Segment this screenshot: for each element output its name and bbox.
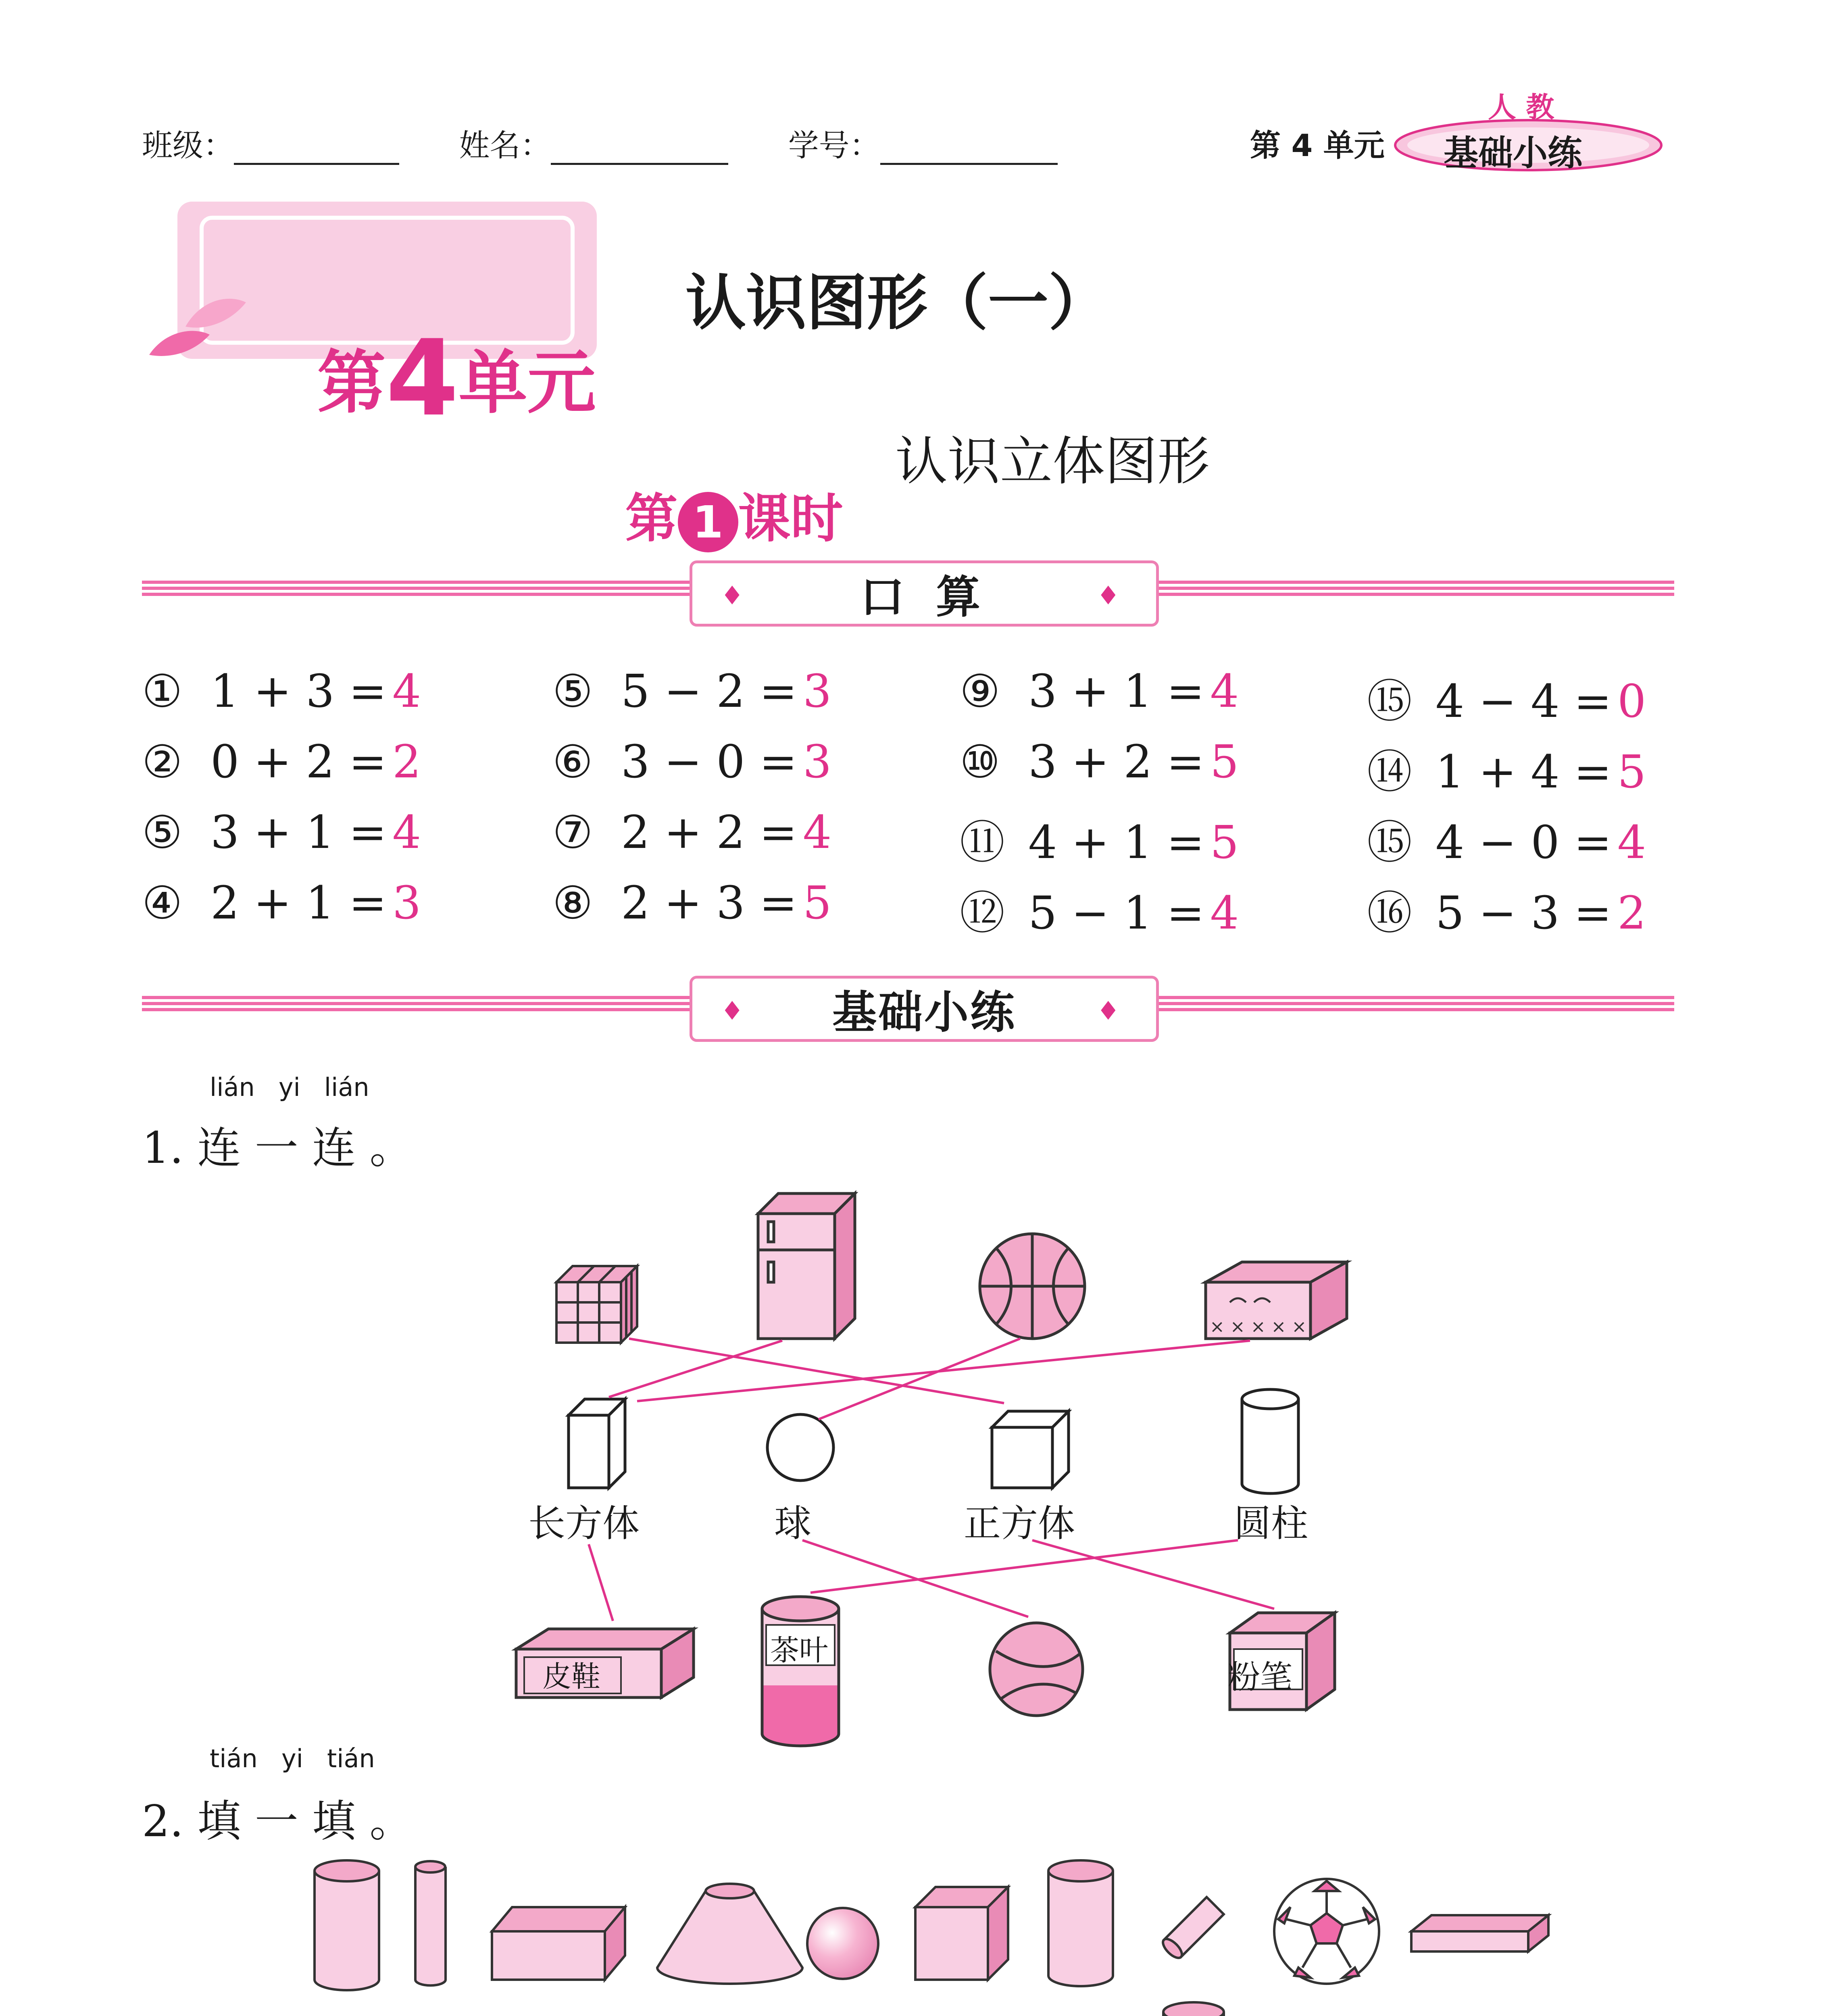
- unit-badge-suffix: 单元: [458, 343, 596, 423]
- oral-problem: [960, 665, 1239, 718]
- series-name: 基础小练: [1444, 133, 1582, 173]
- problem-number: ⑮: [1367, 675, 1412, 728]
- problem-expression: 1 + 3 =: [210, 665, 387, 718]
- problem-expression: 1 + 4 =: [1436, 746, 1612, 798]
- problem-number: ⑦: [552, 806, 593, 859]
- oral-problem: [142, 736, 421, 788]
- series-top: 人 教: [1488, 91, 1554, 124]
- basic-section-title: 基础小练: [832, 987, 1016, 1038]
- problem-answer[interactable]: 4: [1210, 887, 1239, 939]
- rubik-cube-icon: [556, 1266, 637, 1343]
- id-label: 学号：: [788, 127, 880, 163]
- unit-badge: [141, 194, 605, 439]
- tea-can-icon: [762, 1597, 839, 1746]
- cylinder-2-icon: [1048, 1860, 1113, 1986]
- diamond-icon: ♦: [721, 581, 752, 611]
- problem-number: ⑤: [552, 665, 593, 718]
- problem-expression: 0 + 2 =: [210, 736, 387, 788]
- problem-expression: 2 + 1 =: [210, 877, 387, 929]
- thin-cylinder-icon: [415, 1861, 446, 1985]
- oral-problem: [552, 665, 831, 718]
- cuboid-icon: [492, 1907, 625, 1980]
- problem-number: ⑤: [142, 806, 183, 859]
- cylinder-icon: [315, 1860, 379, 1990]
- problem-answer[interactable]: 4: [392, 806, 421, 859]
- fridge-icon: [758, 1193, 855, 1339]
- problem-answer[interactable]: 2: [1617, 887, 1646, 939]
- sphere-shape-icon: [767, 1414, 833, 1481]
- problem-answer[interactable]: 0: [1617, 675, 1646, 728]
- basic-section-header: [690, 976, 1159, 1042]
- name-field[interactable]: [551, 139, 728, 165]
- problem-number: ⑥: [552, 736, 593, 788]
- flat-cuboid-icon: [1411, 1915, 1548, 1951]
- oral-problem: [552, 806, 831, 859]
- object-label-shoes: 皮鞋: [542, 1660, 601, 1693]
- match-line-cylinder-tea: [810, 1540, 1238, 1593]
- shape-label-cube: 正方体: [964, 1502, 1075, 1545]
- header-fields: [142, 121, 1058, 165]
- problem-answer[interactable]: 2: [392, 736, 421, 788]
- problem-answer[interactable]: 4: [1210, 665, 1239, 718]
- problem-number: ⑨: [960, 665, 1000, 718]
- problem-expression: 5 − 3 =: [1436, 887, 1612, 939]
- problem-answer[interactable]: 4: [392, 665, 421, 718]
- problem-expression: 3 + 1 =: [210, 806, 387, 859]
- q2-label: 2. 填 一 填 。: [142, 1796, 413, 1847]
- problem-number: ⑧: [552, 877, 593, 929]
- problem-answer[interactable]: 3: [803, 736, 832, 788]
- oral-problem: [1367, 806, 1646, 871]
- oral-problem: [142, 665, 421, 718]
- problem-number: ⑫: [960, 887, 1005, 939]
- oral-problem: [960, 877, 1239, 942]
- diamond-icon: ♦: [1096, 996, 1128, 1026]
- problem-expression: 4 + 1 =: [1028, 816, 1205, 869]
- lesson-tag: [589, 415, 843, 552]
- problem-expression: 5 − 2 =: [621, 665, 798, 718]
- lesson-title: 认识立体图形: [895, 431, 1210, 492]
- frustum-icon: [657, 1884, 802, 1984]
- basketball-icon: [980, 1234, 1085, 1339]
- problem-expression: 2 + 3 =: [621, 877, 798, 929]
- oral-problem: [960, 806, 1239, 871]
- soccer-ball-icon: [1274, 1879, 1379, 1984]
- oral-problem: [142, 877, 421, 929]
- problem-expression: 3 − 0 =: [621, 736, 798, 788]
- object-label-tea: 茶叶: [770, 1633, 829, 1667]
- oral-problem: [1367, 736, 1646, 801]
- problem-answer[interactable]: 5: [1210, 736, 1239, 788]
- series-logo: [1387, 85, 1669, 177]
- sphere-icon: [807, 1908, 878, 1979]
- class-field[interactable]: [234, 139, 399, 165]
- tilted-cylinder-icon: [1160, 1897, 1223, 1961]
- name-label: 姓名：: [459, 127, 551, 163]
- oral-section-header: [690, 560, 1159, 627]
- unit-title: 认识图形（一）: [685, 268, 1109, 338]
- q1-label: 1. 连 一 连 。: [142, 1123, 413, 1173]
- oral-problem: [1367, 877, 1646, 942]
- problem-answer[interactable]: 5: [1617, 746, 1646, 798]
- problem-answer[interactable]: 4: [1617, 816, 1646, 869]
- oral-problem: [552, 877, 831, 929]
- problem-answer[interactable]: 5: [1210, 816, 1239, 869]
- q1-pinyin: lián yi lián: [210, 1073, 369, 1102]
- problem-number: ⑪: [960, 816, 1005, 869]
- svg-text:× × × × ×: × × × × ×: [1210, 1316, 1307, 1337]
- unit-tag: 第 4 单元: [1250, 127, 1385, 163]
- class-label: 班级：: [142, 127, 234, 163]
- unit-badge-prefix: 第: [317, 343, 386, 423]
- lesson-number: 1: [678, 492, 738, 552]
- problem-expression: 2 + 2 =: [621, 806, 798, 859]
- problem-number: ②: [142, 736, 183, 788]
- shape-label-sphere: 球: [774, 1502, 812, 1545]
- lesson-suffix: 课时: [738, 488, 843, 549]
- problem-answer[interactable]: 3: [803, 665, 832, 718]
- chalk-box-icon: [1206, 1262, 1347, 1339]
- problem-answer[interactable]: 3: [392, 877, 421, 929]
- object-label-chalk: 粉笔: [1228, 1658, 1292, 1696]
- match-line-basketball-sphere: [819, 1339, 1020, 1419]
- matching-lines: [589, 1339, 1274, 1621]
- problem-number: ①: [142, 665, 183, 718]
- cylinder-shape-icon: [1242, 1389, 1298, 1493]
- cube-icon: [915, 1887, 1008, 1980]
- problem-number: ④: [142, 877, 183, 929]
- id-field[interactable]: [880, 139, 1058, 165]
- diamond-icon: ♦: [1096, 581, 1128, 611]
- problem-expression: 5 − 1 =: [1028, 887, 1205, 939]
- cube-shape-icon: [992, 1411, 1069, 1488]
- unit-badge-number: 4: [385, 318, 459, 439]
- oral-problem: [960, 736, 1239, 788]
- problem-expression: 4 − 0 =: [1436, 816, 1612, 869]
- ball-icon: [990, 1623, 1083, 1716]
- cuboid-shape-icon: [569, 1399, 625, 1488]
- match-line-cuboid-shoe: [589, 1544, 613, 1621]
- problem-number: ⑯: [1367, 887, 1412, 939]
- oral-section-title: 口 算: [860, 571, 989, 623]
- problem-expression: 3 + 2 =: [1028, 736, 1205, 788]
- oral-problem: [1367, 665, 1646, 730]
- problem-answer[interactable]: 4: [803, 806, 832, 859]
- problem-expression: 3 + 1 =: [1028, 665, 1205, 718]
- shape-label-cuboid: 长方体: [528, 1502, 640, 1545]
- oral-problem: [142, 806, 421, 859]
- diamond-icon: ♦: [721, 996, 752, 1026]
- oral-problem: [552, 736, 831, 788]
- q2-shapes-row: [0, 1847, 1821, 2000]
- q2-cylinder-icon: [1157, 2000, 1230, 2016]
- problem-answer[interactable]: 5: [803, 877, 832, 929]
- q1-matching-figure: [0, 1169, 1821, 1754]
- shape-label-cylinder: 圆柱: [1234, 1502, 1308, 1545]
- problem-number: ⑮: [1367, 816, 1412, 869]
- lesson-prefix: 第: [625, 488, 678, 549]
- problem-number: ⑭: [1367, 746, 1412, 798]
- problem-expression: 4 − 4 =: [1436, 675, 1612, 728]
- q2-pinyin: tián yi tián: [210, 1744, 375, 1773]
- problem-number: ⑩: [960, 736, 1000, 788]
